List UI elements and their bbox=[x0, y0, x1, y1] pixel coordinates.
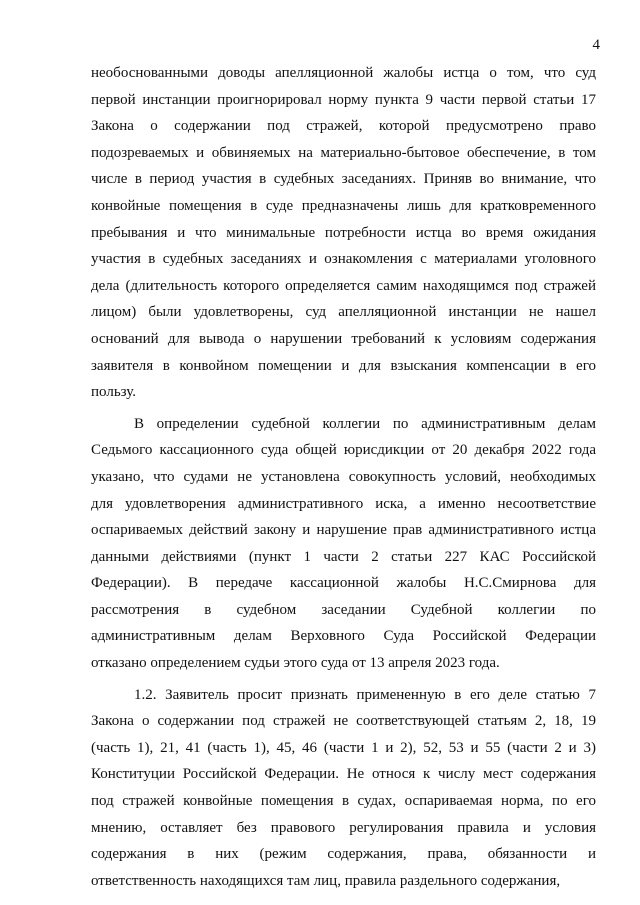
text-line: Федерации). В передаче кассационной жалобы Н.С.Смирнова для bbox=[91, 575, 596, 592]
text-line: дела (длительность которого определяется самим находящимся под стражей bbox=[91, 277, 596, 294]
text-line: данными действиями (пункт 1 части 2 статьи 227 КАС Российской bbox=[91, 548, 596, 565]
text-line: заявителя в конвойном помещении и для взыскания компенсации в его bbox=[91, 357, 596, 374]
text-line: рассмотрения в судебном заседании Судебной коллегии по bbox=[91, 601, 596, 618]
text-line: (часть 1), 21, 41 (часть 1), 45, 46 (части 1 и 2), 52, 53 и 55 (части 2 и 3) bbox=[91, 739, 596, 756]
document-body bbox=[91, 60, 596, 894]
text-line: Седьмого кассационного суда общей юрисдикции от 20 декабря 2022 года bbox=[91, 442, 596, 459]
paragraph-2 bbox=[91, 411, 596, 677]
text-line: участия в судебных заседаниях и ознакомления с материалами уголовного bbox=[91, 251, 596, 268]
paragraph-1 bbox=[91, 60, 596, 406]
text-line: мнению, оставляет без правового регулирования правила и условия bbox=[91, 819, 596, 836]
text-line: числе в период участия в судебных заседаниях. Приняв во внимание, что bbox=[91, 171, 596, 188]
text-line: В определении судебной коллегии по административным делам bbox=[134, 415, 596, 432]
text-line: под стражей конвойные помещения в судах, оспариваемая норма, по его bbox=[91, 793, 596, 810]
page-number: 4 bbox=[592, 37, 600, 53]
paragraph-3 bbox=[91, 682, 596, 895]
text-line: Закона о содержании под стражей, которой предусмотрено право bbox=[91, 118, 596, 135]
text-line: подозреваемых и обвиняемых на материально-бытовое обеспечение, в том bbox=[91, 144, 596, 161]
text-line: ответственность находящихся там лиц, правила раздельного содержания, bbox=[91, 872, 561, 889]
text-line: административным делам Верховного Суда Российской Федерации bbox=[91, 628, 596, 645]
text-line: Конституции Российской Федерации. Не относя к числу мест содержания bbox=[91, 766, 596, 783]
text-line: лицом) были удовлетворены, суд апелляционной инстанции не нашел bbox=[91, 304, 596, 321]
text-line: пребывания и что минимальные потребности истца во время ожидания bbox=[91, 224, 596, 241]
text-line: Закона о содержании под стражей не соответствующей статьям 2, 18, 19 bbox=[91, 713, 596, 730]
text-line: оснований для вывода о нарушении требований к условиям содержания bbox=[91, 330, 596, 347]
text-line: содержания в них (режим содержания, права, обязанности и bbox=[91, 846, 596, 863]
text-line: отказано определением судьи этого суда от 13 апреля 2023 года. bbox=[91, 655, 500, 672]
text-line: пользу. bbox=[91, 384, 137, 401]
text-line: необоснованными доводы апелляционной жалобы истца о том, что суд bbox=[91, 65, 596, 81]
text-line: оспариваемых действий закону и нарушение прав административного истца bbox=[91, 522, 596, 539]
text-line: первой инстанции проигнорировал норму пункта 9 части первой статьи 17 bbox=[91, 91, 596, 108]
text-line: конвойные помещения в суде предназначены лишь для кратковременного bbox=[91, 197, 596, 214]
text-line: для удовлетворения административного иска, а именно несоответствие bbox=[91, 495, 596, 512]
text-line: 1.2. Заявитель просит признать примененную в его деле статью 7 bbox=[134, 686, 596, 703]
text-line: указано, что судами не установлена совокупность условий, необходимых bbox=[91, 468, 596, 485]
